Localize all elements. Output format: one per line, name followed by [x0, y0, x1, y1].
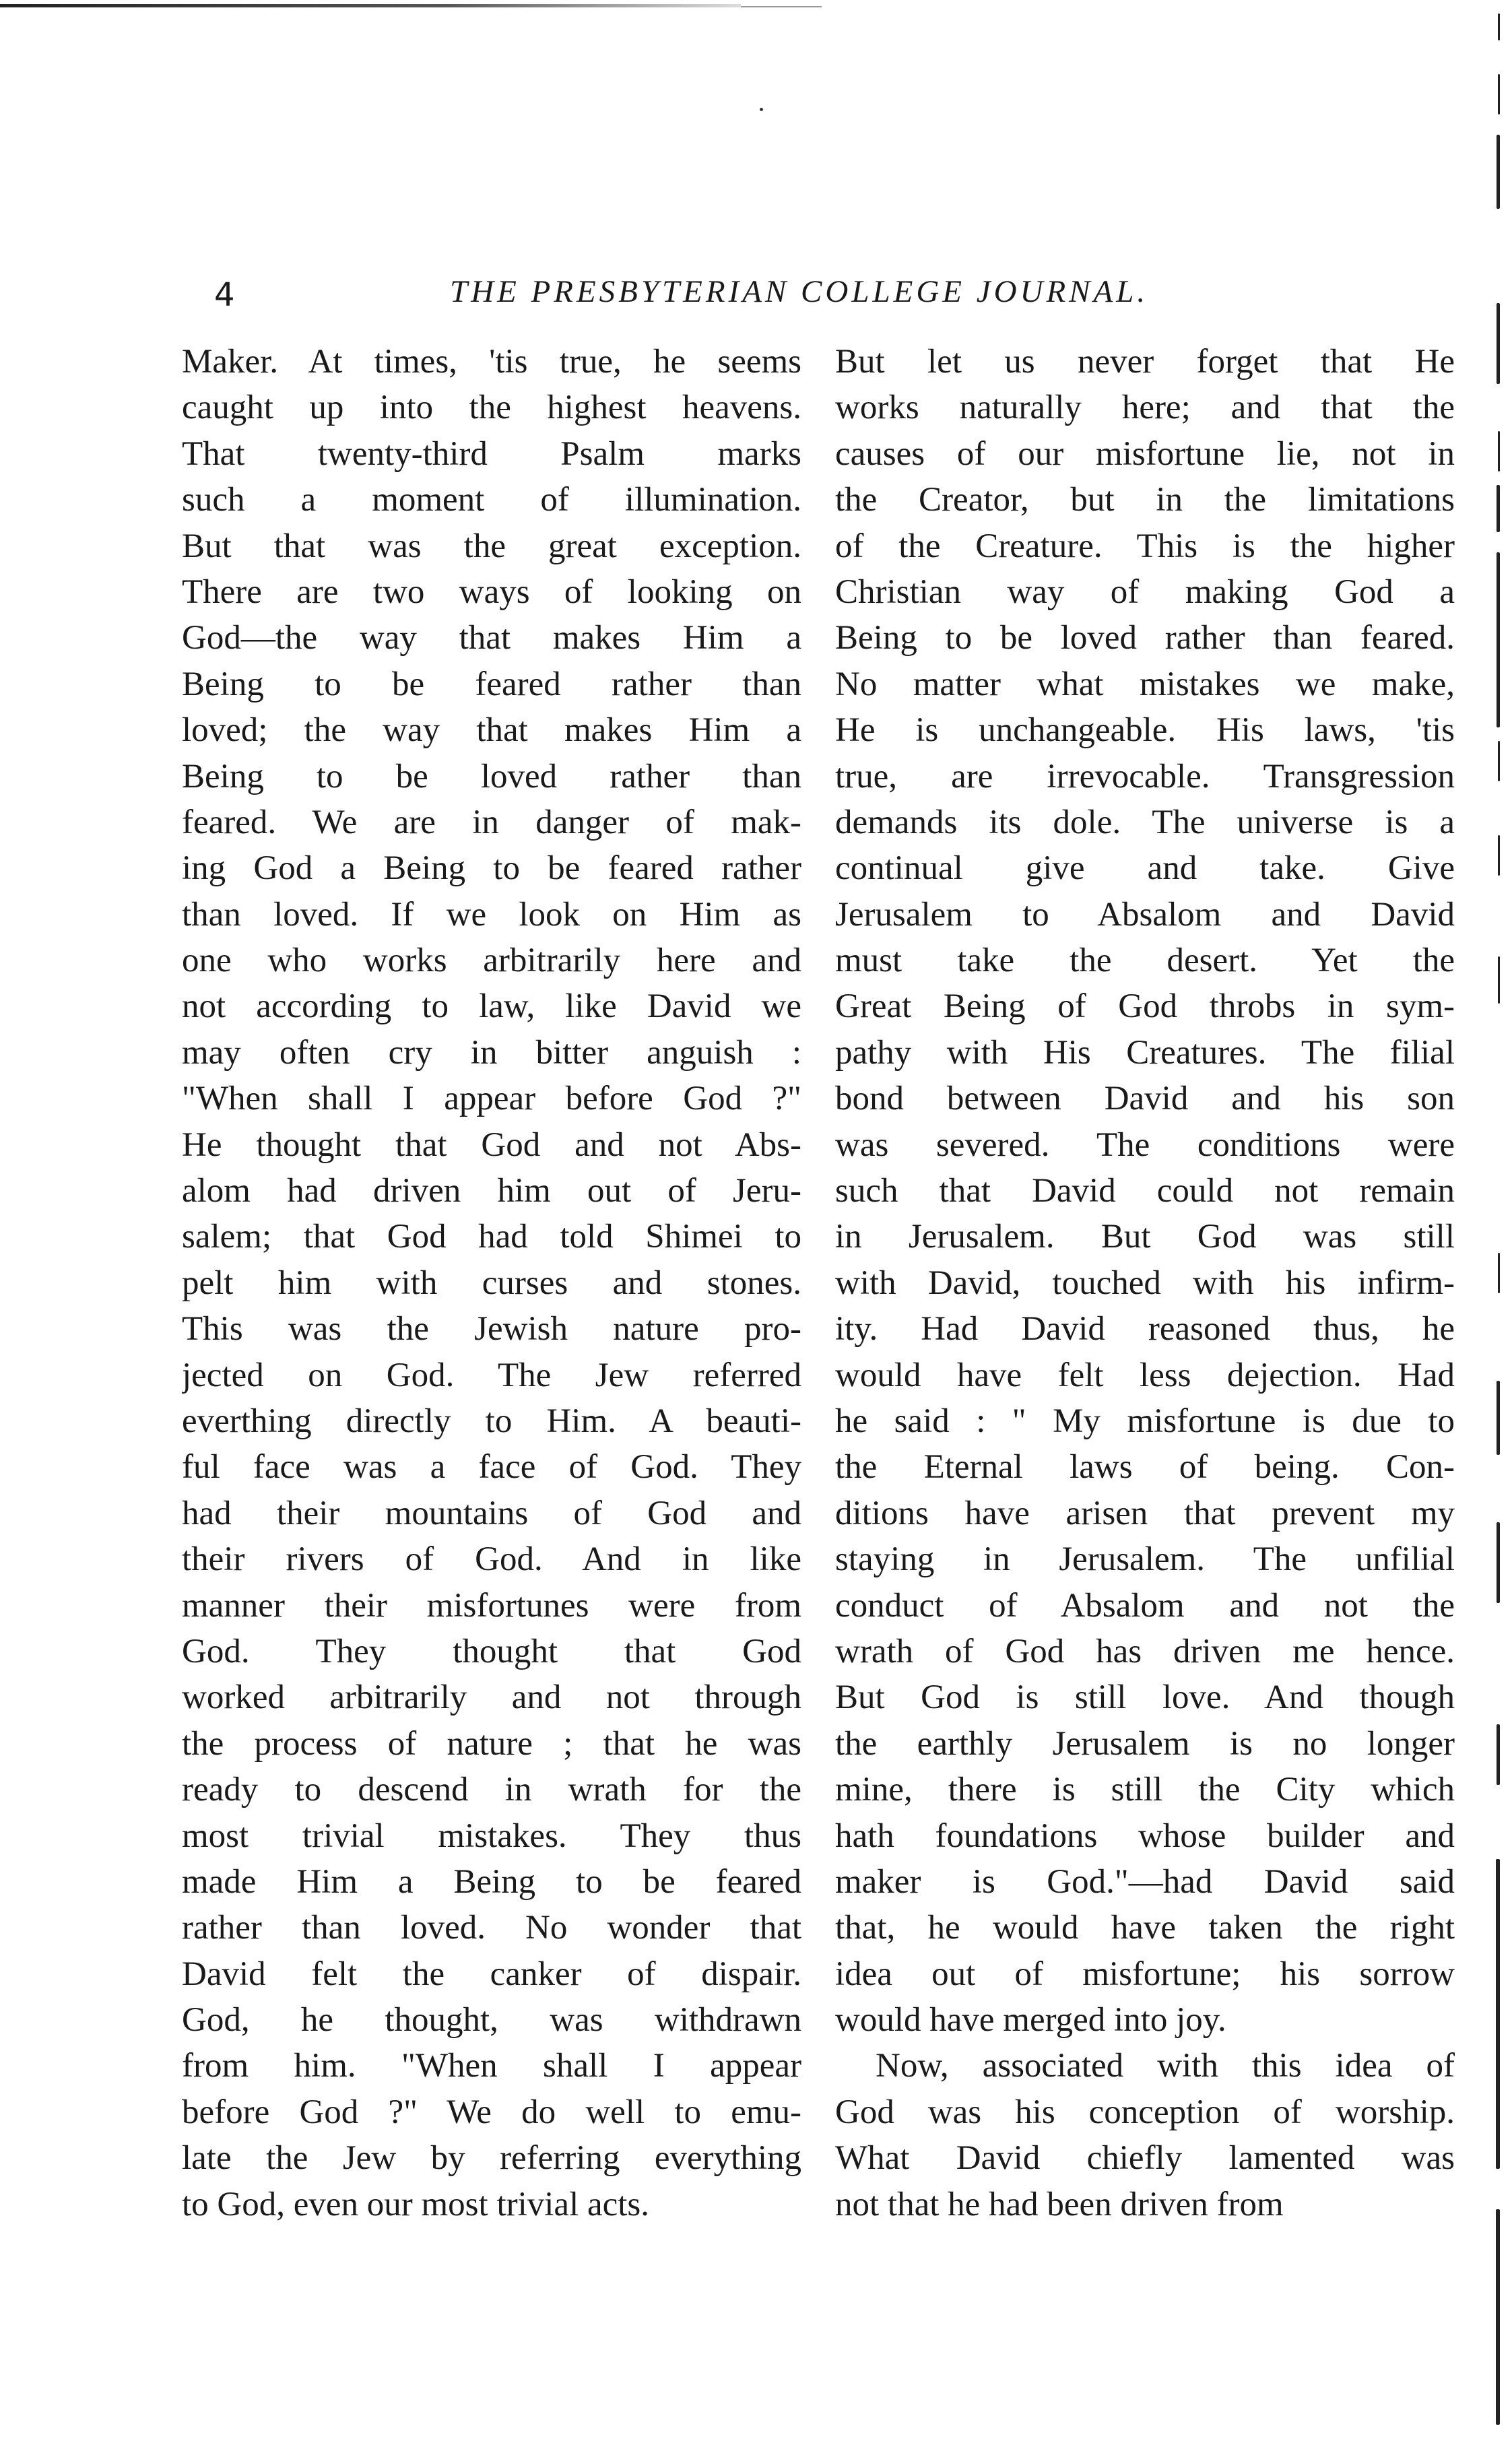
text-line: David felt the canker of dispair.: [182, 1955, 801, 1993]
text-line: This was the Jewish nature pro-: [182, 1310, 801, 1348]
edge-mark: [1498, 1253, 1500, 1293]
text-line: alom had driven him out of Jeru-: [182, 1172, 801, 1210]
text-line: before God ?" We do well to emu-: [182, 2093, 801, 2131]
running-head: THE PRESBYTERIAN COLLEGE JOURNAL.: [450, 274, 1149, 309]
edge-mark: [1498, 741, 1500, 781]
text-line: Jerusalem to Absalom and David: [835, 895, 1455, 934]
text-line: Christian way of making God a: [835, 573, 1455, 611]
text-line: caught up into the highest heavens.: [182, 389, 801, 427]
text-line: not that he had been driven from: [835, 2185, 1284, 2223]
text-line: ing God a Being to be feared rather: [182, 849, 801, 888]
ink-speck: [760, 108, 763, 111]
text-line: That twenty-third Psalm marks: [182, 434, 801, 473]
text-line: ful face was a face of God. They: [182, 1448, 801, 1487]
text-line: ity. Had David reasoned thus, he: [835, 1310, 1455, 1348]
text-line: true, are irrevocable. Transgression: [835, 757, 1455, 795]
text-line: pathy with His Creatures. The filial: [835, 1033, 1455, 1072]
text-line: conduct of Absalom and not the: [835, 1586, 1455, 1625]
text-line: Being to be feared rather than: [182, 665, 801, 703]
text-line: most trivial mistakes. They thus: [182, 1817, 801, 1855]
text-line: the process of nature ; that he was: [182, 1724, 801, 1763]
text-line: was severed. The conditions were: [835, 1125, 1455, 1164]
text-line: God was his conception of worship.: [835, 2093, 1455, 2131]
text-line: the earthly Jerusalem is no longer: [835, 1724, 1455, 1763]
text-line: of the Creature. This is the higher: [835, 527, 1455, 565]
text-line: rather than loved. No wonder that: [182, 1909, 801, 1947]
edge-mark: [1498, 835, 1500, 876]
text-line: What David chiefly lamented was: [835, 2139, 1455, 2178]
text-line: feared. We are in danger of mak-: [182, 803, 801, 841]
text-line: maker is God."—had David said: [835, 1862, 1455, 1901]
edge-mark: [1498, 13, 1500, 40]
text-line: But that was the great exception.: [182, 527, 801, 565]
text-line: There are two ways of looking on: [182, 573, 801, 611]
top-rule-fragment: [741, 6, 822, 7]
text-line: Being to be loved rather than feared.: [835, 619, 1455, 657]
text-line: bond between David and his son: [835, 1080, 1455, 1118]
text-line: to God, even our most trivial acts.: [182, 2185, 650, 2223]
text-line: may often cry in bitter anguish :: [182, 1033, 801, 1072]
text-line: must take the desert. Yet the: [835, 942, 1455, 980]
edge-mark: [1496, 2209, 1500, 2425]
edge-mark: [1497, 1381, 1500, 1455]
edge-mark: [1497, 1522, 1500, 1603]
edge-mark: [1498, 74, 1500, 115]
text-line: jected on God. The Jew referred: [182, 1356, 801, 1394]
edge-mark: [1497, 303, 1500, 384]
text-line: had their mountains of God and: [182, 1494, 801, 1532]
edge-mark: [1497, 485, 1500, 532]
text-line: Maker. At times, 'tis true, he seems: [182, 343, 801, 381]
text-line: He is unchangeable. His laws, 'tis: [835, 711, 1455, 750]
text-line: from him. "When shall I appear: [182, 2047, 801, 2085]
text-line: would have merged into joy.: [835, 2001, 1226, 2040]
text-line: he said : " My misfortune is due to: [835, 1402, 1455, 1440]
text-line: the Creator, but in the limitations: [835, 481, 1455, 519]
text-line: causes of our misfortune lie, not in: [835, 434, 1455, 473]
text-column-right: [835, 339, 1455, 2227]
edge-mark: [1497, 135, 1500, 209]
edge-mark: [1496, 1859, 1500, 2169]
text-line: "When shall I appear before God ?": [182, 1080, 801, 1118]
text-line: staying in Jerusalem. The unfilial: [835, 1540, 1455, 1579]
text-line: not according to law, like David we: [182, 987, 801, 1026]
text-line: ditions have arisen that prevent my: [835, 1494, 1455, 1532]
text-column-left: [182, 339, 801, 2227]
text-line: such a moment of illumination.: [182, 481, 801, 519]
text-line: Now, associated with this idea of: [876, 2047, 1455, 2085]
text-line: worked arbitrarily and not through: [182, 1678, 801, 1717]
text-line: salem; that God had told Shimei to: [182, 1218, 801, 1256]
text-line: in Jerusalem. But God was still: [835, 1218, 1455, 1256]
text-line: God, he thought, was withdrawn: [182, 2001, 801, 2040]
text-line: manner their misfortunes were from: [182, 1586, 801, 1625]
text-line: with David, touched with his infirm-: [835, 1264, 1455, 1302]
text-line: hath foundations whose builder and: [835, 1817, 1455, 1855]
text-line: than loved. If we look on Him as: [182, 895, 801, 934]
text-line: would have felt less dejection. Had: [835, 1356, 1455, 1394]
text-line: such that David could not remain: [835, 1172, 1455, 1210]
text-line: late the Jew by referring everything: [182, 2139, 801, 2178]
text-line: everthing directly to Him. A beauti-: [182, 1402, 801, 1440]
text-line: God. They thought that God: [182, 1632, 801, 1670]
text-line: Being to be loved rather than: [182, 757, 801, 795]
text-line: loved; the way that makes Him a: [182, 711, 801, 750]
page-number: 4: [214, 276, 235, 314]
text-line: But God is still love. And though: [835, 1678, 1455, 1717]
text-line: continual give and take. Give: [835, 849, 1455, 888]
text-line: wrath of God has driven me hence.: [835, 1632, 1455, 1670]
text-line: their rivers of God. And in like: [182, 1540, 801, 1579]
text-line: No matter what mistakes we make,: [835, 665, 1455, 703]
text-line: idea out of misfortune; his sorrow: [835, 1955, 1455, 1993]
page-header: [214, 269, 1265, 317]
edge-mark: [1497, 552, 1500, 727]
text-line: He thought that God and not Abs-: [182, 1125, 801, 1164]
edge-mark: [1498, 956, 1500, 1004]
text-line: that, he would have taken the right: [835, 1909, 1455, 1947]
top-rule: [0, 4, 741, 7]
text-line: made Him a Being to be feared: [182, 1862, 801, 1901]
text-line: works naturally here; and that the: [835, 389, 1455, 427]
text-line: mine, there is still the City which: [835, 1771, 1455, 1809]
text-line: But let us never forget that He: [835, 343, 1455, 381]
text-line: ready to descend in wrath for the: [182, 1771, 801, 1809]
text-line: demands its dole. The universe is a: [835, 803, 1455, 841]
text-line: pelt him with curses and stones.: [182, 1264, 801, 1302]
text-line: Great Being of God throbs in sym-: [835, 987, 1455, 1026]
text-line: one who works arbitrarily here and: [182, 942, 801, 980]
edge-mark: [1498, 431, 1500, 471]
text-line: the Eternal laws of being. Con-: [835, 1448, 1455, 1487]
text-line: God—the way that makes Him a: [182, 619, 801, 657]
edge-mark: [1497, 1724, 1500, 1785]
